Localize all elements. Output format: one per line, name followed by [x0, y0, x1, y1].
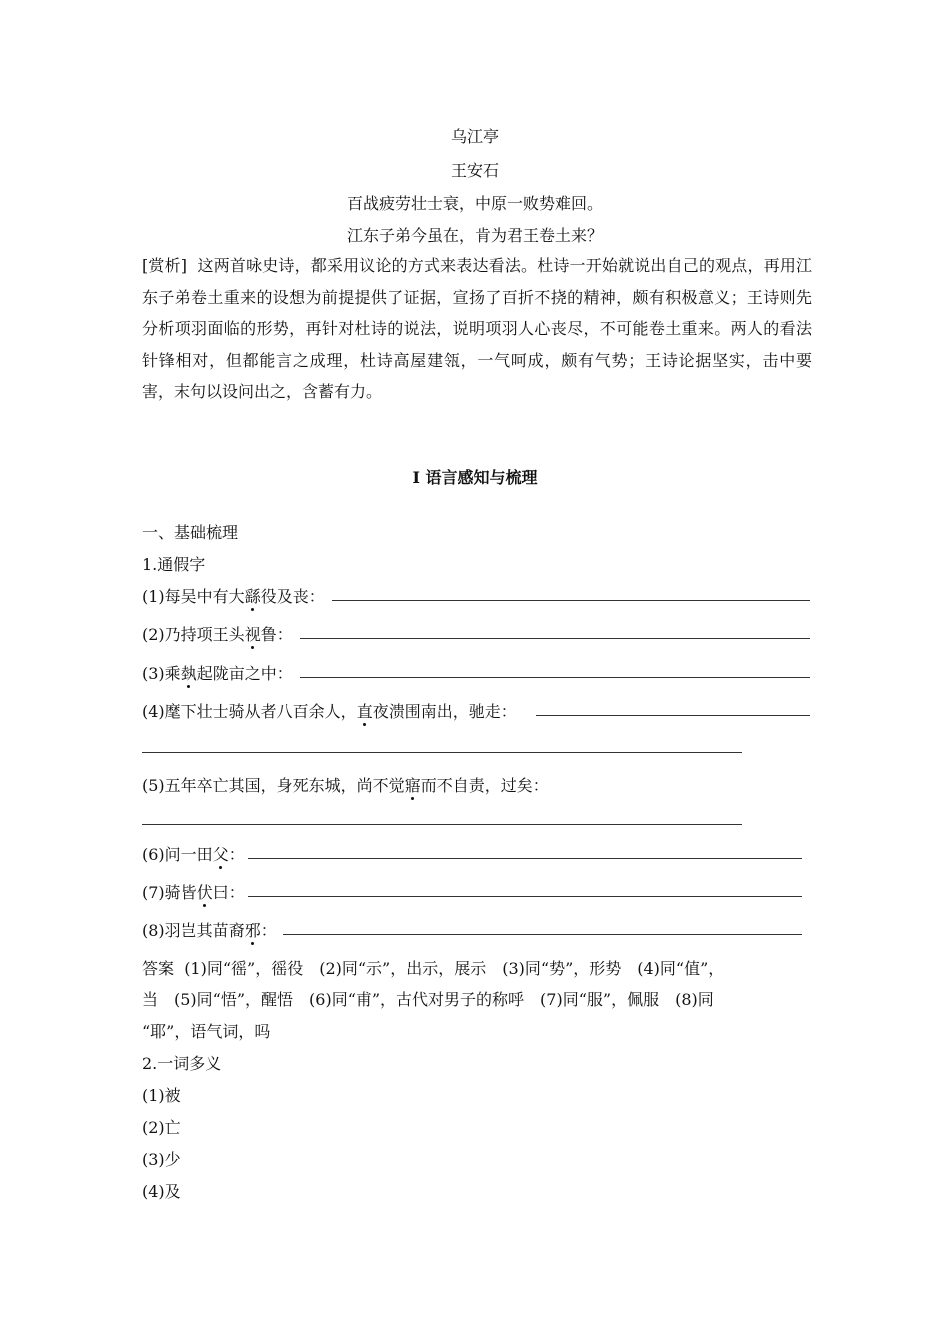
question-item: (2)乃持项王头视鲁：	[142, 625, 293, 644]
question-item: (4)麾下壮士骑从者八百余人，直夜溃围南出，驰走：	[142, 702, 517, 721]
answer-blank[interactable]	[300, 638, 810, 639]
answer-label: 答案	[142, 959, 175, 978]
question-item: (5)五年卒亡其国，身死东城，尚不觉寤而不自责，过矣：	[142, 776, 549, 795]
section-title: Ⅰ 语言感知与梳理	[412, 468, 538, 487]
appreciation-paragraph	[142, 250, 812, 408]
tongjiazi-heading: 1.通假字	[142, 555, 206, 574]
answer-blank[interactable]	[300, 677, 810, 678]
question-item: (8)羽岂其苗裔邪：	[142, 921, 277, 940]
answer-blank[interactable]	[142, 752, 742, 753]
appreciation-label: [赏析]	[142, 256, 188, 275]
dotted-char: 埶	[180, 664, 197, 683]
question-item: (3)乘埶起陇亩之中：	[142, 664, 293, 683]
answer-blank[interactable]	[283, 934, 802, 935]
poem-line-2: 江东子弟今虽在，肯为君王卷土来？	[346, 226, 603, 245]
poem-author: 王安石	[450, 161, 499, 180]
dotted-char: 父	[212, 845, 229, 864]
appreciation-text: 这两首咏史诗，都采用议论的方式来表达看法。杜诗一开始就说出自己的观点，再用江东子弟卷土重来的设想为前提提供了证据，宣扬了百折不挠的精神，颇有积极意义；王诗则先分析项羽面临的形势，再针对杜诗的说法，说明项羽人心丧尽，不可能卷土重来。两人的看法针锋相对，但都能言之成理，杜诗高屋建瓴，一气呵成，颇有气势；王诗论据坚实，击中要害，末句以设问出之，含蓄有力。	[142, 256, 812, 401]
answer-blank[interactable]	[332, 600, 810, 601]
list-item: (4)及	[142, 1182, 181, 1201]
question-item: (7)骑皆伏曰：	[142, 883, 245, 902]
dotted-char: 寤	[404, 776, 421, 795]
list-item: (2)亡	[142, 1118, 181, 1137]
poem-title: 乌江亭	[450, 127, 499, 146]
dotted-char: 直	[356, 702, 373, 721]
list-item: (1)被	[142, 1086, 181, 1105]
dotted-char: 邪	[244, 921, 261, 940]
section-subtitle: 一、基础梳理	[142, 523, 239, 542]
answer-line-3: “耶”，语气词，吗	[142, 1022, 271, 1041]
answer-line-1: 答案 (1)同“徭”，徭役 (2)同“示”，出示，展示 (3)同“势”，形势 (4)同“值”，	[142, 959, 725, 978]
answer-blank[interactable]	[248, 858, 802, 859]
dotted-char: 繇	[244, 587, 261, 606]
question-item: (1)每吴中有大繇役及丧：	[142, 587, 325, 606]
answer-blank[interactable]	[536, 715, 810, 716]
dotted-char: 视	[244, 625, 261, 644]
list-item: (3)少	[142, 1150, 181, 1169]
answer-blank[interactable]	[248, 896, 802, 897]
answer-blank[interactable]	[142, 824, 742, 825]
dotted-char: 伏	[196, 883, 213, 902]
poem-line-1: 百战疲劳壮士衰，中原一败势难回。	[346, 194, 603, 213]
answer-line-2: 当 (5)同“悟”，醒悟 (6)同“甫”，古代对男子的称呼 (7)同“服”，佩服 (8)同	[142, 990, 714, 1009]
question-item: (6)问一田父：	[142, 845, 245, 864]
yiduoyi-heading: 2.一词多义	[142, 1054, 222, 1073]
